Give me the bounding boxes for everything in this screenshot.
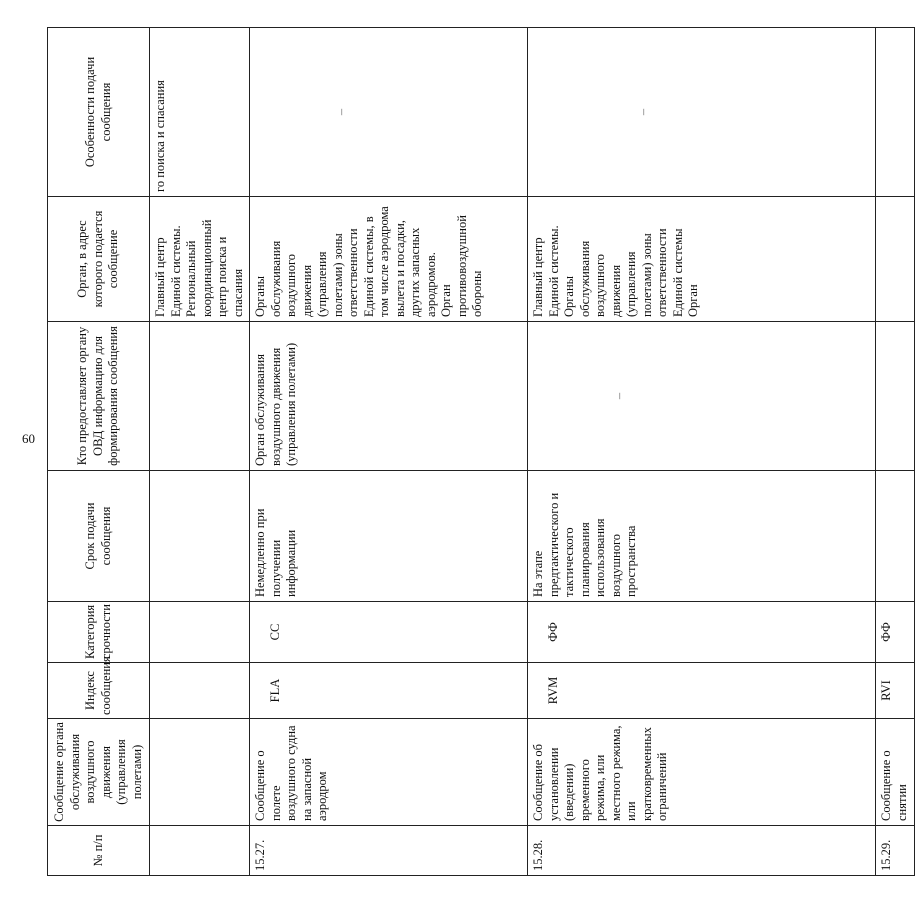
cell-index: RVI	[876, 663, 915, 719]
cell-recipient	[250, 197, 528, 322]
cell-message	[150, 719, 250, 826]
rotated-page	[47, 28, 909, 876]
cell-features: го поиска и спасания	[150, 28, 250, 197]
table-row-15-29	[876, 28, 915, 876]
cell-category	[150, 602, 250, 663]
recipient-line: Региональный координационный центр поиска и спасания	[184, 219, 245, 317]
header-row	[48, 28, 150, 876]
cell-category: ФФ	[528, 602, 876, 663]
cell-index	[150, 663, 250, 719]
cell-index: RVM	[528, 663, 876, 719]
cell-category: СС	[250, 602, 528, 663]
table-row-15-27	[250, 28, 528, 876]
header-recipient: Орган, в адрес которого подается сообщение	[48, 197, 150, 322]
cell-deadline: На этапе предтактического и тактического планирования использования воздушного пространства	[528, 471, 876, 602]
header-num: № п/п	[48, 826, 150, 876]
header-features: Особенности подачи сообщения	[48, 28, 150, 197]
cell-provider: Орган обслуживания воздушного движения (управления полетами)	[250, 322, 528, 471]
cell-num	[150, 826, 250, 876]
recipient-line: Органы обслуживания воздушного движения (управления полетами) зоны ответственности Единой системы Орган	[562, 228, 700, 317]
cell-message: Сообщение об установлении (введении) временного режима, или местного режима, или кратковременных ограничений	[528, 719, 876, 826]
header-provider: Кто предоставляет органу ОВД информацию для формирования сообщения	[48, 322, 150, 471]
cell-features: –	[528, 28, 876, 197]
header-message: Сообщение органа обслуживания воздушного движения (управления полетами)	[48, 719, 150, 826]
cell-deadline: Немедленно при получении информации	[250, 471, 528, 602]
cell-recipient	[528, 197, 876, 322]
cell-index: FLA	[250, 663, 528, 719]
header-deadline: Срок подачи сообщения	[48, 471, 150, 602]
recipient-line: Орган противовоздушной обороны	[439, 215, 484, 317]
table-row-15-28	[528, 28, 876, 876]
recipient-line: Главный центр Единой системы.	[531, 225, 561, 317]
cell-deadline	[150, 471, 250, 602]
page-number: 60	[22, 431, 35, 446]
cell-category: ФФ	[876, 602, 915, 663]
table-row-continuation	[150, 28, 250, 876]
header-index: Индекс сообщения	[48, 663, 150, 719]
header-category: Категория срочности	[48, 602, 150, 663]
cell-num: 15.28.	[528, 826, 876, 876]
cell-num: 15.29.	[876, 826, 915, 876]
recipient-line: Главный центр Единой системы.	[153, 225, 183, 317]
cell-message: Сообщение о полете воздушного судна на запасной аэродром	[250, 719, 528, 826]
cell-provider	[876, 322, 915, 471]
cell-provider	[150, 322, 250, 471]
cell-deadline	[876, 471, 915, 602]
message-table	[47, 27, 915, 876]
cell-recipient	[150, 197, 250, 322]
cell-features	[876, 28, 915, 197]
cell-recipient	[876, 197, 915, 322]
cell-num: 15.27.	[250, 826, 528, 876]
cell-provider: –	[528, 322, 876, 471]
recipient-line: Органы обслуживания воздушного движения (управления полетами) зоны ответственности Единой системы, в том числе аэродрома вылета и посадки, других запасных аэродромов.	[253, 206, 438, 317]
cell-message: Сообщение о снятии	[876, 719, 915, 826]
cell-features: –	[250, 28, 528, 197]
